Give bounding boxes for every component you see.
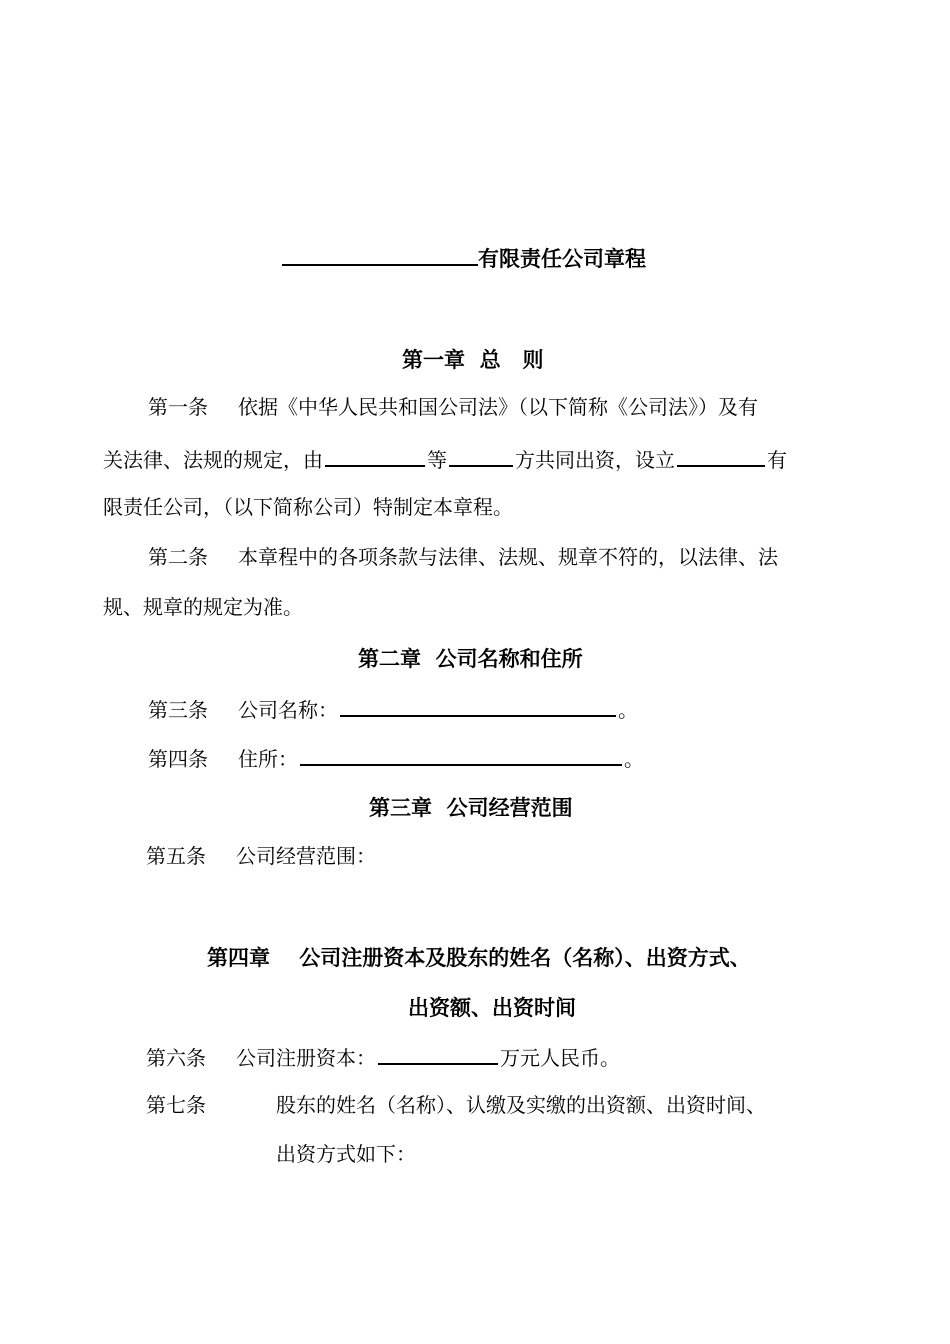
article-1-text-1: 依据《中华人民共和国公司法》（以下简称《公司法》）及有 <box>238 395 758 419</box>
article-1-text-2a: 关法律、法规的规定，由 <box>103 448 323 472</box>
article-3-text: 公司名称： <box>238 698 338 722</box>
article-5-text: 公司经营范围： <box>236 844 376 868</box>
chapter-1-heading: 第一章 总 则 <box>402 348 544 372</box>
article-2-line-1 <box>148 547 778 567</box>
article-4-end: 。 <box>624 747 644 771</box>
article-7-label: 第七条 <box>146 1093 206 1117</box>
party-count-blank <box>449 447 513 467</box>
company-blank <box>677 447 765 467</box>
article-3 <box>148 697 638 720</box>
article-7-line-1: 股东的姓名（名称）、认缴及实缴的出资额、出资时间、 <box>276 1093 766 1117</box>
article-2-label: 第二条 <box>148 545 208 569</box>
article-1-line-3: 限责任公司，（以下简称公司）特制定本章程。 <box>103 495 513 519</box>
company-name-blank <box>282 246 478 266</box>
article-6-end: 万元人民币。 <box>500 1046 620 1070</box>
chapter-2-heading: 第二章 公司名称和住所 <box>358 647 583 671</box>
article-2-line-2: 规、规章的规定为准。 <box>103 595 303 619</box>
article-3-end: 。 <box>618 698 638 722</box>
article-1-label: 第一条 <box>148 395 208 419</box>
article-5-label: 第五条 <box>146 844 206 868</box>
document-title <box>282 243 646 273</box>
article-1-text-2d: 有 <box>767 448 787 472</box>
article-1-text-2b: 等 <box>427 448 447 472</box>
article-6-text: 公司注册资本： <box>236 1046 376 1070</box>
chapter-4-heading-line-2: 出资额、出资时间 <box>408 996 576 1020</box>
title-text: 有限责任公司章程 <box>478 247 646 271</box>
chapter-3-heading: 第三章 公司经营范围 <box>369 796 573 820</box>
capital-field-blank <box>378 1045 498 1065</box>
investor-blank <box>325 447 425 467</box>
article-1-line-1 <box>148 397 848 417</box>
article-4 <box>148 746 644 769</box>
article-2-text-1: 本章程中的各项条款与法律、法规、规章不符的，以法律、法 <box>238 545 778 569</box>
article-4-label: 第四条 <box>148 747 208 771</box>
article-1-text-2c: 方共同出资，设立 <box>515 448 675 472</box>
article-1-line-2 <box>103 447 787 470</box>
article-5 <box>146 846 376 866</box>
article-6 <box>146 1045 620 1068</box>
address-field-blank <box>300 746 622 766</box>
article-6-label: 第六条 <box>146 1046 206 1070</box>
company-name-field-blank <box>340 697 616 717</box>
article-4-text: 住所： <box>238 747 298 771</box>
article-3-label: 第三条 <box>148 698 208 722</box>
chapter-4-heading-line-1: 第四章 公司注册资本及股东的姓名（名称）、出资方式、 <box>207 946 751 970</box>
article-7-line-2: 出资方式如下： <box>276 1142 416 1166</box>
